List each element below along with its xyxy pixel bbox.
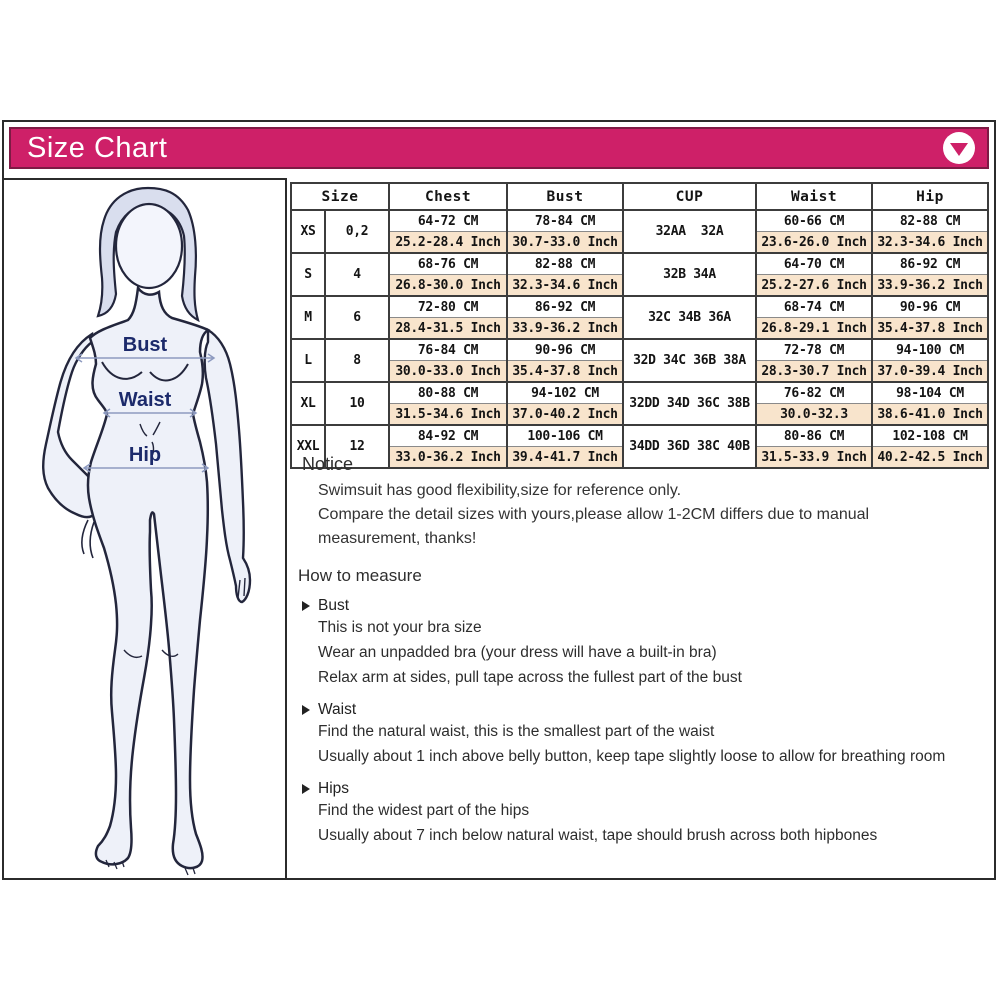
bust-column-header: Bust <box>507 183 623 210</box>
us-size-cell: 10 <box>325 382 389 425</box>
cup-cell: 32B 34A <box>623 253 756 296</box>
hip-inch-cell: 38.6-41.0 Inch <box>872 404 988 426</box>
waist-inch-cell: 30.0-32.3 <box>756 404 872 426</box>
chest-inch-cell: 25.2-28.4 Inch <box>389 232 507 254</box>
chest-cm-cell: 72-80 CM <box>389 296 507 318</box>
bullet-triangle-icon <box>302 601 310 611</box>
waist-cm-cell: 64-70 CM <box>756 253 872 275</box>
bust-inch-cell: 30.7-33.0 Inch <box>507 232 623 254</box>
waist-cm-cell: 80-86 CM <box>756 425 872 447</box>
bullet-triangle-icon <box>302 705 310 715</box>
chest-inch-cell: 28.4-31.5 Inch <box>389 318 507 340</box>
us-size-cell: 0,2 <box>325 210 389 253</box>
bust-measure-label: Bust <box>122 334 168 356</box>
size-row-xxl-cm <box>291 425 988 447</box>
figure-face <box>116 204 182 288</box>
hip-inch-cell: 35.4-37.8 Inch <box>872 318 988 340</box>
measure-instruction-line: Wear an unpadded bra (your dress will have a built-in bra) <box>318 644 717 661</box>
us-size-cell: 8 <box>325 339 389 382</box>
size-table <box>290 182 989 469</box>
size-cell: M <box>291 296 325 339</box>
waist-measure-label: Waist <box>118 389 172 411</box>
measure-instruction-line: Usually about 1 inch above belly button, keep tape slightly loose to allow for breathing room <box>318 748 946 765</box>
measure-section-label: Hips <box>318 780 350 797</box>
waist-cm-cell: 72-78 CM <box>756 339 872 361</box>
size-cell: XS <box>291 210 325 253</box>
bust-cm-cell: 90-96 CM <box>507 339 623 361</box>
chevron-down-icon <box>950 143 968 156</box>
waist-inch-cell: 26.8-29.1 Inch <box>756 318 872 340</box>
chest-inch-cell: 33.0-36.2 Inch <box>389 447 507 469</box>
measure-section-waist <box>296 701 998 769</box>
measure-section-hips <box>296 780 998 848</box>
size-chart-header-bar <box>9 127 989 169</box>
hip-cm-cell: 82-88 CM <box>872 210 988 232</box>
body-measurement-figure-panel <box>4 178 287 878</box>
chest-cm-cell: 68-76 CM <box>389 253 507 275</box>
measure-instruction-line: Find the natural waist, this is the smallest part of the waist <box>318 723 715 740</box>
hip-cm-cell: 98-104 CM <box>872 382 988 404</box>
waist-inch-cell: 31.5-33.9 Inch <box>756 447 872 469</box>
us-size-cell: 4 <box>325 253 389 296</box>
measure-instruction-line: Usually about 7 inch below natural waist, tape should brush across both hipbones <box>318 827 878 844</box>
collapse-toggle-button[interactable] <box>943 132 975 164</box>
bust-inch-cell: 32.3-34.6 Inch <box>507 275 623 297</box>
hip-column-header: Hip <box>872 183 988 210</box>
us-size-cell: 6 <box>325 296 389 339</box>
us-size-cell: 12 <box>325 425 389 468</box>
size-row-s-cm <box>291 253 988 275</box>
chest-column-header: Chest <box>389 183 507 210</box>
measure-section-label: Waist <box>318 701 357 718</box>
measure-section-label: Bust <box>318 597 350 614</box>
waist-column-header: Waist <box>756 183 872 210</box>
hip-inch-cell: 40.2-42.5 Inch <box>872 447 988 469</box>
size-row-l-cm <box>291 339 988 361</box>
notice-line: Compare the detail sizes with yours,please allow 1-2CM differs due to manual <box>318 506 870 523</box>
how-to-measure-title: How to measure <box>298 566 422 585</box>
cup-cell: 34DD 36D 38C 40B <box>623 425 756 468</box>
bust-cm-cell: 94-102 CM <box>507 382 623 404</box>
measure-section-heading <box>302 701 998 719</box>
size-cell: L <box>291 339 325 382</box>
bust-cm-cell: 86-92 CM <box>507 296 623 318</box>
figure-left-hand-fingers <box>82 520 94 558</box>
instructions-column <box>296 454 998 848</box>
measure-instruction-line: Relax arm at sides, pull tape across the fullest part of the bust <box>318 669 742 686</box>
size-row-m-cm <box>291 296 988 318</box>
bust-inch-cell: 37.0-40.2 Inch <box>507 404 623 426</box>
hip-inch-cell: 32.3-34.6 Inch <box>872 232 988 254</box>
measure-instruction-line: Find the widest part of the hips <box>318 802 530 819</box>
measure-section-heading <box>302 780 998 798</box>
bust-cm-cell: 78-84 CM <box>507 210 623 232</box>
waist-inch-cell: 25.2-27.6 Inch <box>756 275 872 297</box>
bust-cm-cell: 82-88 CM <box>507 253 623 275</box>
hip-cm-cell: 94-100 CM <box>872 339 988 361</box>
hip-inch-cell: 37.0-39.4 Inch <box>872 361 988 383</box>
how-to-measure-sections <box>296 597 998 848</box>
chest-inch-cell: 30.0-33.0 Inch <box>389 361 507 383</box>
size-column-header: Size <box>291 183 389 210</box>
chest-cm-cell: 80-88 CM <box>389 382 507 404</box>
hip-cm-cell: 102-108 CM <box>872 425 988 447</box>
measure-section-bust <box>296 597 998 690</box>
bullet-triangle-icon <box>302 784 310 794</box>
waist-cm-cell: 68-74 CM <box>756 296 872 318</box>
cup-cell: 32DD 34D 36C 38B <box>623 382 756 425</box>
chest-cm-cell: 76-84 CM <box>389 339 507 361</box>
page-title: Size Chart <box>27 131 168 164</box>
bust-inch-cell: 33.9-36.2 Inch <box>507 318 623 340</box>
body-figure-illustration <box>4 180 285 878</box>
measure-instruction-line: This is not your bra size <box>318 619 482 636</box>
figure-torso-legs <box>88 288 208 868</box>
cup-cell: 32C 34B 36A <box>623 296 756 339</box>
figure-right-arm <box>205 330 250 602</box>
size-chart-panel <box>2 120 996 880</box>
cup-cell: 32AA 32A <box>623 210 756 253</box>
bust-inch-cell: 39.4-41.7 Inch <box>507 447 623 469</box>
notice-line: measurement, thanks! <box>318 530 477 547</box>
waist-cm-cell: 76-82 CM <box>756 382 872 404</box>
chest-cm-cell: 84-92 CM <box>389 425 507 447</box>
cup-cell: 32D 34C 36B 38A <box>623 339 756 382</box>
size-cell: XXL <box>291 425 325 468</box>
hip-cm-cell: 86-92 CM <box>872 253 988 275</box>
waist-inch-cell: 28.3-30.7 Inch <box>756 361 872 383</box>
measure-section-heading <box>302 597 998 615</box>
size-cell: S <box>291 253 325 296</box>
hip-cm-cell: 90-96 CM <box>872 296 988 318</box>
size-row-xl-cm <box>291 382 988 404</box>
bust-inch-cell: 35.4-37.8 Inch <box>507 361 623 383</box>
notice-lines <box>296 479 998 551</box>
size-table-header-row <box>291 183 988 210</box>
chest-inch-cell: 26.8-30.0 Inch <box>389 275 507 297</box>
hip-measure-label: Hip <box>128 444 162 466</box>
chest-cm-cell: 64-72 CM <box>389 210 507 232</box>
waist-cm-cell: 60-66 CM <box>756 210 872 232</box>
chest-inch-cell: 31.5-34.6 Inch <box>389 404 507 426</box>
waist-inch-cell: 23.6-26.0 Inch <box>756 232 872 254</box>
bust-cm-cell: 100-106 CM <box>507 425 623 447</box>
cup-column-header: CUP <box>623 183 756 210</box>
hip-inch-cell: 33.9-36.2 Inch <box>872 275 988 297</box>
notice-title: Notice <box>302 454 354 474</box>
size-row-xs-cm <box>291 210 988 232</box>
size-cell: XL <box>291 382 325 425</box>
notice-line: Swimsuit has good flexibility,size for reference only. <box>318 482 682 499</box>
